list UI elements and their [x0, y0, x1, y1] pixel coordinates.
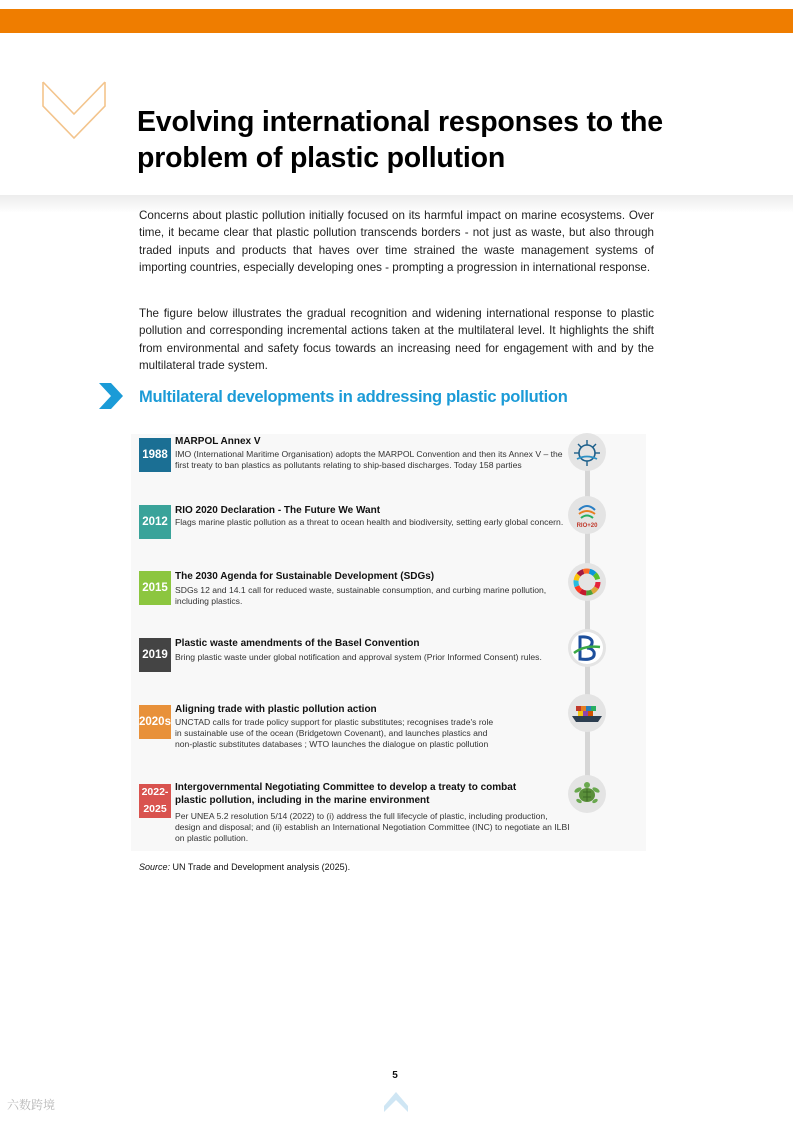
- imo-logo-icon: [568, 433, 606, 471]
- item-title: Intergovernmental Negotiating Committee to develop a treaty to combat plastic pollution, including in the marine environment: [175, 782, 517, 806]
- item-title: RIO 2020 Declaration - The Future We Want: [175, 505, 381, 516]
- sdg-wheel-icon: [568, 563, 606, 601]
- source-note: Source: UN Trade and Development analysis (2025).: [139, 862, 351, 872]
- item-title: MARPOL Annex V: [175, 436, 261, 447]
- item-description: SDGs 12 and 14.1 call for reduced waste, sustainable consumption, and curbing marine pollution, including plastics.: [175, 585, 547, 606]
- timeline-item: [139, 638, 569, 678]
- chevron-down-icon: [40, 78, 108, 142]
- timeline-item: [139, 782, 569, 846]
- item-description: Per UNEA 5.2 resolution 5/14 (2022) to (i) address the full lifecycle of plastic, including production, design and disposal; and (ii) establish an International Negotiation Committee (INC) to negotiate an ILBI on plastic pollution.: [175, 811, 570, 843]
- chevron-right-icon: [97, 382, 125, 410]
- intro-paragraph: Concerns about plastic pollution initially focused on its harmful impact on marine ecosystems. Over time, it became clear that plastic pollution transcends borders - not just as waste, but also through traded inputs and products that haves over time strained the waste management systems of importing countries, especially developing ones - prompting a progression in international response.: [139, 209, 654, 275]
- page-title: Evolving international responses to the problem of plastic pollution: [137, 106, 663, 174]
- timeline-item: [139, 571, 569, 611]
- item-title: Plastic waste amendments of the Basel Convention: [175, 638, 420, 649]
- item-description: Flags marine plastic pollution as a threat to ocean health and biodiversity, setting early global concern.: [175, 517, 564, 527]
- svg-text:RIO+20: RIO+20: [576, 523, 598, 529]
- item-title: Aligning trade with plastic pollution action: [175, 704, 377, 715]
- year-badge: 2020s: [139, 705, 171, 739]
- item-description: IMO (International Maritime Organisation) adopts the MARPOL Convention and then its Annex V – the first treaty to ban plastics as pollutants relating to ship-based discharges. Today 158 parties: [175, 449, 563, 470]
- chevron-up-icon[interactable]: [383, 1090, 409, 1114]
- timeline-item: [139, 436, 569, 486]
- year-badge: 2015: [139, 571, 171, 605]
- item-title: The 2030 Agenda for Sustainable Development (SDGs): [175, 571, 435, 582]
- cargo-ship-icon: [568, 694, 606, 732]
- year-badge: 2022- 2025: [139, 784, 171, 818]
- top-accent-bar: [0, 9, 793, 33]
- page-number: 5: [392, 1070, 398, 1081]
- timeline-item: [139, 704, 569, 764]
- watermark: 六数跨境: [7, 1098, 56, 1112]
- sea-turtle-icon: [568, 775, 606, 813]
- rio20-logo-icon: [568, 496, 606, 534]
- item-description: UNCTAD calls for trade policy support for plastic substitutes; recognises trade's role in sustainable use of the ocean (Bridgetown Covenant), and launches plastics and non-plastic substitutes databases ; WTO launches the dialogue on plastic pollution: [175, 717, 494, 749]
- year-badge: 2019: [139, 638, 171, 672]
- item-description: Bring plastic waste under global notification and approval system (Prior Informed Consent) rules.: [175, 652, 542, 662]
- year-badge: 2012: [139, 505, 171, 539]
- figure-intro-paragraph: The figure below illustrates the gradual recognition and widening international response to plastic pollution and corresponding incremental actions taken at the multilateral level. It highlights the shift from environmental and safety focus towards an increasing need for engagement with and by the multilateral trade system.: [139, 307, 654, 373]
- section-title: Multilateral developments in addressing plastic pollution: [139, 388, 568, 406]
- basel-logo-icon: [568, 629, 606, 667]
- year-badge: 1988: [139, 438, 171, 472]
- timeline-item: [139, 505, 569, 545]
